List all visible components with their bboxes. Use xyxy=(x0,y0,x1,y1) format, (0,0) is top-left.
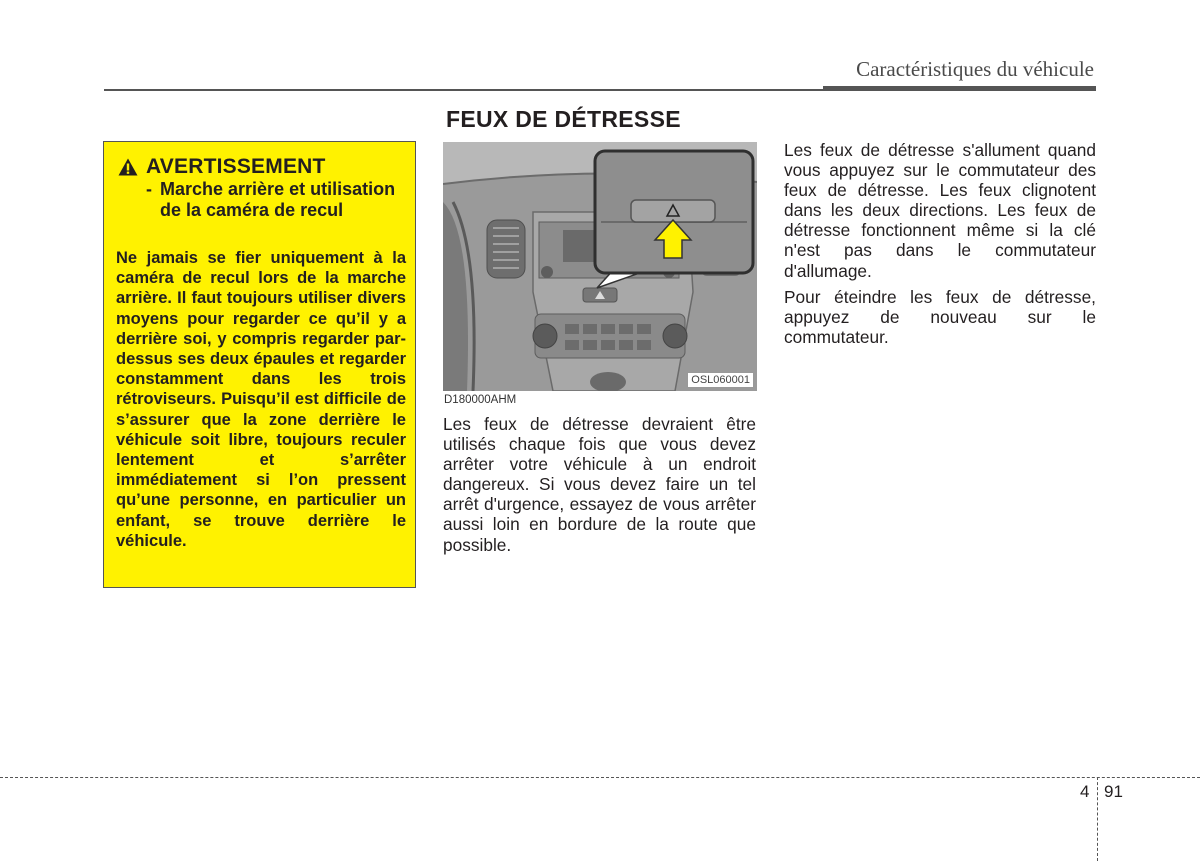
dashboard-drawing xyxy=(443,142,757,391)
warning-box xyxy=(103,141,416,588)
warning-subtitle-text: Marche arrière et utilisation de la caméra de recul xyxy=(160,179,396,220)
warning-body: Ne jamais se fier uniquement à la caméra de recul lors de la marche arrière. Il faut toujours utiliser divers moyens pour regarder ce qu’il y a derrière soi, y compris regarder par-dessus ses deux épaules et regarder constamment dans les trois rétroviseurs. Puisqu’il est difficile de s’assurer que la zone derrière le véhicule soit libre, toujours reculer lentement et s’arrêter immédiatement si l’on pressent qu’une personne, en particulier un enfant, se trouve derrière le véhicule. xyxy=(116,249,406,550)
figure-code-label: OSL060001 xyxy=(687,372,754,388)
paragraph-hazard-activation: Les feux de détresse s'allument quand vous appuyez sur le commutateur des feux de détresse. Les feux clignotent dans les deux directions. Les feux de détresse fonctionnent même si la clé n'est pas dans le commutateur d'allumage. xyxy=(784,140,1096,281)
warning-triangle-icon xyxy=(118,158,138,176)
paragraph-hazard-off: Pour éteindre les feux de détresse, appuyez de nouveau sur le commutateur. xyxy=(784,287,1096,348)
chapter-number: 4 xyxy=(1080,782,1090,801)
footer-rule xyxy=(0,777,1200,778)
section-title: FEUX DE DÉTRESSE xyxy=(446,106,681,132)
figure-caption-code: D180000AHM xyxy=(444,394,517,406)
page-number: 91 xyxy=(1104,782,1123,801)
warning-subtitle xyxy=(146,179,406,221)
warning-subtitle-dash: - xyxy=(146,179,152,199)
footer-divider xyxy=(1097,777,1098,861)
warning-heading xyxy=(118,154,326,180)
running-header: Caractéristiques du véhicule xyxy=(856,57,1094,81)
dashboard-illustration xyxy=(443,142,757,391)
paragraph-hazard-usage: Les feux de détresse devraient être utilisés chaque fois que vous devez arrêter votre véhicule à un endroit dangereux. Si vous devez faire un tel arrêt d'urgence, essayez de vous arrêter aussi loin en bordure de la route que possible. xyxy=(443,414,756,555)
warning-title: AVERTISSEMENT xyxy=(146,155,326,178)
header-rule-accent xyxy=(823,86,1096,91)
